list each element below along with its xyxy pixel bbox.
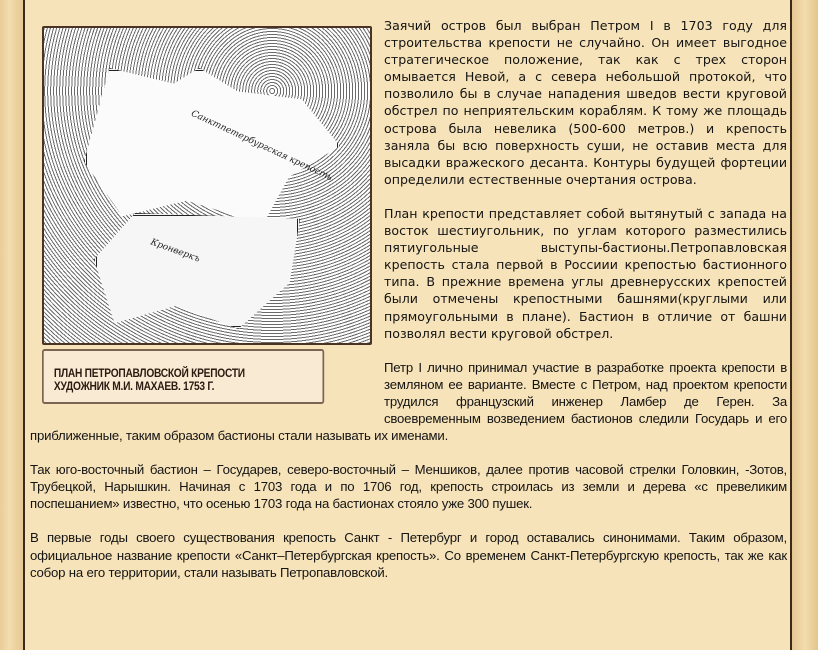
figure <box>42 26 372 404</box>
article-content <box>30 0 787 598</box>
figure-caption <box>42 349 324 404</box>
caption-title: ПЛАН ПЕТРОПАВЛОВСКОЙ КРЕПОСТИ <box>53 365 245 380</box>
fortress-plan-image <box>42 26 372 345</box>
paragraph-5: В первые годы своего существования крепость Санкт - Петербург и город оставались синонимами. Таким образом, официальное название крепости «Санкт–Петербургская крепость». Со временем Санкт-Петербургскую крепость, так же как собор на его территории, стали называть Петропавловской. <box>30 530 787 580</box>
fortress-outline <box>84 68 340 224</box>
paragraph-3: Петр I лично принимал участие в разработке проекта крепости в земляном ее варианте. Вместе с Петром, над проектом крепости трудился французский инженер Ламбер де Герен. За своевременным возведением бастионов следили Государь и его приближенные, таким образом бастионы стали называть их именами. <box>30 359 787 444</box>
paragraph-1: Заячий остров был выбран Петром I в 1703 году для строительства крепости не случайно. Он имеет выгодное стратегическое положение, так как с трех сторон омывается Невой, а с севера небольшой протокой, что позволило бы в случае нападения шведов вести круговой обстрел по неприятельским кораблям. К тому же площадь острова была невелика (500-600 метров.) и крепость заняла бы всю поверхность суши, не оставив места для высадки вражеского десанта. Контуры будущей фортеции определили естественные очертания острова. <box>384 18 787 187</box>
map-label-fortress: Санктпетербургская крепость <box>189 108 334 184</box>
paragraph-4: Так юго-восточный бастион – Государев, северо-восточный – Меншиков, далее против часовой стрелки Головкин, -Зотов, Трубецкой, Нарышкин. Начиная с 1703 года и по 1706 год, крепость строилась из земли и дерева «с превеликим поспешанием» известно, что осенью 1703 года на бастионах стояло уже 300 пушек. <box>30 462 787 512</box>
kronverk-outline <box>94 213 300 329</box>
caption-author: ХУДОЖНИК М.И. МАХАЕВ. 1753 Г. <box>53 378 215 393</box>
map-label-kronverk: Кронверкъ <box>149 237 202 265</box>
parchment-right-margin <box>792 0 818 650</box>
paragraph-2: План крепости представляет собой вытянутый с запада на восток шестиугольник, по углам которого разместились пятиугольные выступы-бастионы.Петропавловская крепость стала первой в Россиии крепостью бастионного типа. В прежние времена углы древнерусских крепостей были отмечены крепостными башнями(круглыми или прямоугольными в плане). Бастион в отличие от башни позволял вести круговой обстрел. <box>384 205 787 341</box>
parchment-left-margin <box>0 0 23 650</box>
article-page <box>25 0 791 650</box>
